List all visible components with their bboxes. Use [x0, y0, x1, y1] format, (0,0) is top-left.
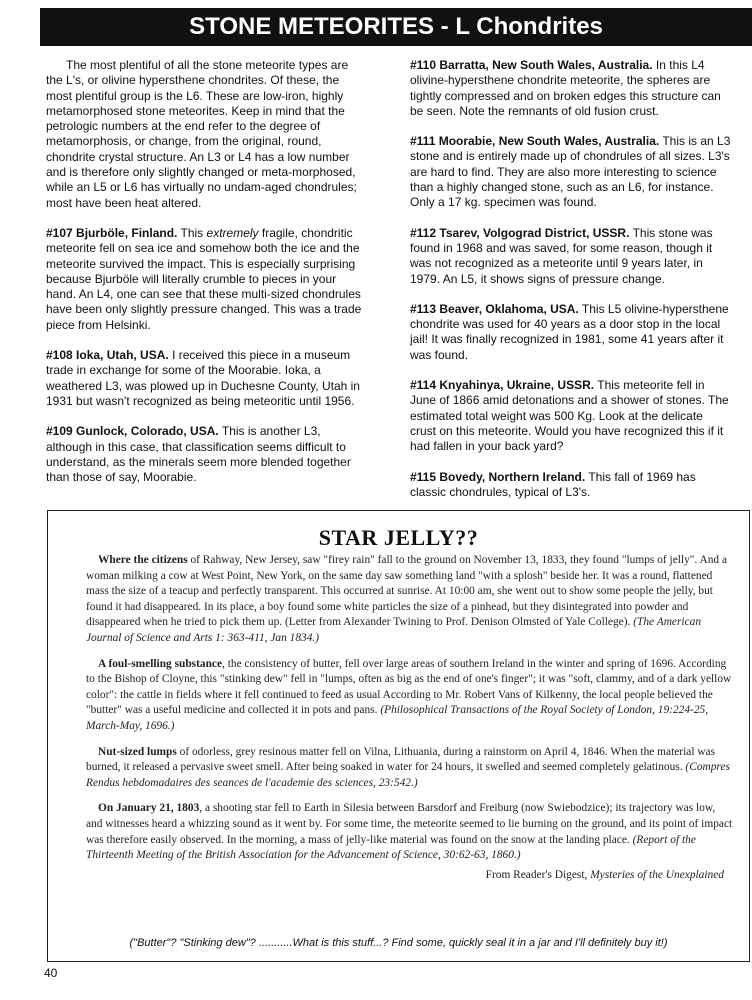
entry-name: Gunlock, Colorado, USA.: [76, 424, 219, 439]
entry-name: Bjurböle, Finland.: [76, 225, 178, 240]
entry-115: [410, 470, 732, 501]
entry-text: I received this piece in a museum trade in exchange for some of the Moorabie. Ioka, a weathered L3, was plowed up in Duchesne County, Utah in 1931 but wasn't recognized as being meteoritic until 1956.: [46, 348, 360, 408]
paragraph-citation: (Report of the Thirteenth Meeting of the British Association for the Advancement of Science, 30:62-63, 1860.): [86, 833, 696, 862]
entry-113: [410, 302, 732, 363]
entry-114: [410, 378, 732, 454]
entry-name: Moorabie, New South Wales, Australia.: [438, 134, 660, 149]
entry-number: #111: [410, 134, 436, 149]
credit-prefix: From Reader's Digest,: [485, 868, 591, 881]
paragraph-text: , a shooting star fell to Earth in Silesia between Barsdorf and Freiburg (now Swiebodzice); its trajectory was low, and witnesses heard a whizzing sound as it went by. For some time, the meteorite seemed to lie burning on the ground, and its point of impact was therefore easily observed. In the morning, a mass of jelly-like material was found on the snow at the landing place.: [86, 802, 733, 846]
paragraph-text: of Rahway, New Jersey, saw "firey rain" fall to the ground on November 13, 1833, they found "lumps of jelly". And a woman milking a cow at West Point, New York, on the same day saw something land "with a splosh" beside her. It was a round, flattened mass the size of a teacup and perfectly transparent. This occurred at sunrise. At 10:00 am, she went out to show some people the jelly, but found it had disappeared. In its place, a boy found some white particles the size of a pinhead, but they disintegrated into powder and disappeared when he tried to pick them up. (Letter from Alexander Twining to Prof. Denison Olmsted of Yale College).: [86, 554, 728, 629]
right-column: [410, 58, 732, 515]
entry-number: #109: [46, 424, 73, 439]
entry-name: Knyahinya, Ukraine, USSR.: [439, 378, 595, 393]
sidebar-footer-note: ("Butter"? "Stinking dew"? ...........What is this stuff...? Find some, quickly seal it in a jar and I'll definitely buy it!): [129, 937, 668, 949]
entry-emphasis: extremely: [206, 225, 259, 240]
entry-number: #108: [46, 348, 73, 363]
page-title-banner: [40, 8, 752, 46]
entry-text: This fall of 1969 has classic chondrules, typical of L3's.: [410, 469, 696, 499]
entry-text: This meteorite fell in June of 1866 amid detonations and a shower of stones. The estimated total weight was 500 Kg. Look at the delicate crust on this meteorite. Would you have recognized this if it had fallen in your back yard?: [410, 378, 729, 454]
sidebar-paragraph: [86, 745, 734, 792]
page-title: STONE METEORITES - L Chondrites: [189, 13, 603, 40]
entry-text: fragile, chondritic meteorite fell on sea ice and somehow both the ice and the meteorite survived the impact. This is especially surprising because Bjurböle will literally crumble to pieces in your hand. An L4, one can see that these multi-sized chondrules have been only slightly pressure changed. This was a trade piece from Helsinki.: [46, 225, 362, 332]
entry-111: [410, 134, 732, 210]
entry-108: [46, 348, 366, 409]
paragraph-lead: On January 21, 1803: [98, 802, 200, 815]
paragraph-text: , the consistency of butter, fell over large areas of southern Ireland in the winter and spring of 1696. According to the Bishop of Cloyne, this "stinking dew" fell in "lumps, often as big as the end of one's finger"; it was "soft, clammy, and of a dark yellow color": the cattle in fields where it fell continued to feed as usual According to Mr. Robert Vans of Kilkenny, the local people believed the "butter" was a useful medicine and collected it in pots and pans.: [86, 657, 732, 717]
source-credit: [86, 868, 734, 884]
page-number: 40: [44, 966, 58, 980]
paragraph-citation: (The American Journal of Science and Arts 1: 363-411, Jan 1834.): [86, 616, 702, 644]
left-column: [46, 58, 366, 500]
entry-number: #114: [410, 378, 437, 393]
entry-109: [46, 424, 366, 485]
paragraph-text: of odorless, grey resinous matter fell on Vilna, Lithuania, during a rainstorm on April 4, 1846. When the material was burned, it released a pervasive sweet smell. After being soaked in water for 24 hours, it swelled and seemed completely gelatinous.: [86, 745, 716, 774]
entry-107: [46, 226, 366, 333]
paragraph-citation: (Philosophical Transactions of the Royal Society of London, 19:224-25, March-May, 1696.): [86, 704, 709, 732]
entry-name: Ioka, Utah, USA.: [76, 348, 169, 363]
entry-number: #107: [46, 225, 73, 240]
sidebar-paragraph: [86, 801, 734, 863]
entry-number: #115: [410, 469, 437, 484]
sidebar-paragraph: [86, 657, 734, 735]
entry-text: This stone was found in 1968 and was saved, for some reason, though it was not recognized as a meteorite until 9 years later, in 1979. An L5, it shows signs of pressure change.: [410, 225, 713, 286]
entry-112: [410, 226, 732, 287]
entry-number: #113: [410, 301, 437, 316]
star-jelly-sidebar: [47, 510, 750, 962]
entry-text: In this L4 olivine-hypersthene chondrite meteorite, the spheres are tightly compressed and on broken edges this structure can be seen. Note the remnants of old fusion crust.: [410, 58, 721, 118]
entry-number: #112: [410, 225, 437, 240]
sidebar-paragraph: [86, 553, 734, 647]
entry-text: This L5 olivine-hypersthene chondrite was used for 40 years as a door stop in the local jail! It was finally recognized in 1981, some 41 years after it was found.: [410, 301, 729, 362]
paragraph-lead: Nut-sized lumps: [98, 745, 177, 758]
credit-title: Mysteries of the Unexplained: [590, 868, 724, 881]
entry-text: This is another L3, although in this case, that classification seems difficult to understand, as the minerals seem more blended together than those of say, Moorabie.: [46, 424, 351, 485]
entry-name: Bovedy, Northern Ireland.: [439, 469, 586, 484]
entry-text: This is an L3 stone and is entirely made up of chondrules of all sizes. L3's are hard to find. They are also more interesting to science than a highly changed stone, such as an L6, for instance. Only a 17 kg. specimen was found.: [410, 134, 731, 210]
intro-paragraph: The most plentiful of all the stone meteorite types are the L's, or olivine hypersthene chondrites. Of these, the most plentiful group is the L6. These are low-iron, highly metamorphosed stone meteorites. Keep in mind that the petrologic numbers at the end refer to the degree of metamorphosis, or change, from the original, round, chondrite crystal structure. An L3 or L4 has a low number and is therefore only slightly changed or meta-morphosed, while an L5 or L6 has virtually no undam-aged chondrules; most have been heat altered.: [46, 58, 357, 210]
paragraph-lead: A foul-smelling substance: [98, 657, 223, 670]
sidebar-body: [86, 553, 734, 891]
entry-number: #110: [410, 58, 437, 72]
entry-110: [410, 58, 732, 119]
entry-name: Barratta, New South Wales, Australia.: [439, 58, 653, 72]
entry-text-pre: This: [180, 225, 207, 240]
paragraph-lead: Where the citizens: [98, 554, 188, 566]
paragraph-citation: (Compres Rendus hebdomadaires des seances de l'academie des sciences, 23:542.): [86, 761, 730, 789]
sidebar-title: STAR JELLY??: [318, 525, 479, 550]
entry-name: Tsarev, Volgograd District, USSR.: [439, 225, 630, 240]
entry-name: Beaver, Oklahoma, USA.: [439, 301, 579, 316]
